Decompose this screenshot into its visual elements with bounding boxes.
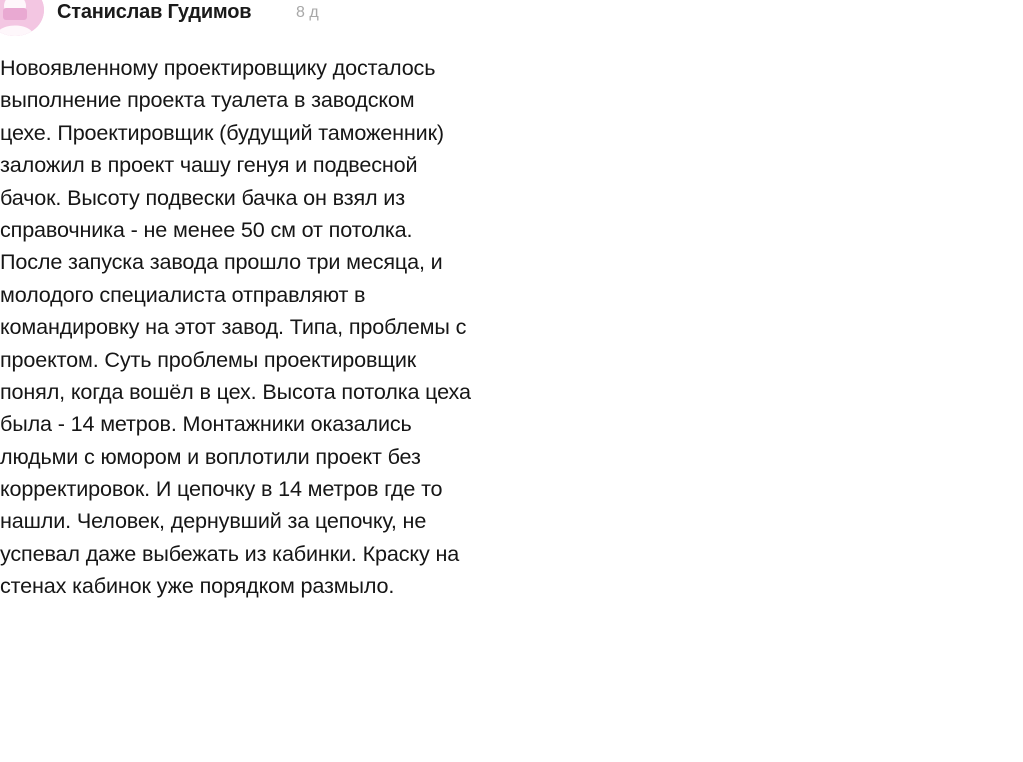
- comment-text-line: цехе. Проектировщик (будущий таможенник): [0, 119, 444, 145]
- comment-header: [0, 0, 540, 34]
- comment-text-line: понял, когда вошёл в цех. Высота потолка цеха: [0, 378, 471, 404]
- comment-text: [0, 52, 540, 603]
- author-name[interactable]: Станислав Гудимов: [57, 1, 252, 23]
- comment-text-line: После запуска завода прошло три месяца, и: [0, 249, 443, 275]
- comment-text-line: успевал даже выбежать из кабинки. Краску на: [0, 540, 460, 566]
- comment-text-line: командировку на этот завод. Типа, проблемы с: [0, 314, 467, 340]
- comment-text-line: выполнение проекта туалета в заводском: [0, 87, 415, 113]
- user-avatar-icon: [0, 0, 44, 36]
- avatar[interactable]: [0, 0, 44, 36]
- comment-text-line: была - 14 метров. Монтажники оказались: [0, 411, 412, 437]
- comment-text-line: проектом. Суть проблемы проектировщик: [0, 346, 417, 372]
- comment-text-line: бачок. Высоту подвески бачка он взял из: [0, 184, 405, 210]
- comment-timestamp: 8 д: [296, 4, 319, 21]
- comment-text-line: справочника - не менее 50 см от потолка.: [0, 216, 413, 242]
- comment-text-line: корректировок. И цепочку в 14 метров где то: [0, 476, 443, 502]
- comment-text-line: заложил в проект чашу генуя и подвесной: [0, 152, 418, 178]
- comment-text-line: нашли. Человек, дернувший за цепочку, не: [0, 508, 427, 534]
- comment-text-line: молодого специалиста отправляют в: [0, 281, 366, 307]
- comment-text-line: стенах кабинок уже порядком размыло.: [0, 573, 395, 599]
- comment-text-line: людьми с юмором и воплотили проект без: [0, 443, 421, 469]
- comment-text-line: Новоявленному проектировщику досталось: [0, 55, 436, 80]
